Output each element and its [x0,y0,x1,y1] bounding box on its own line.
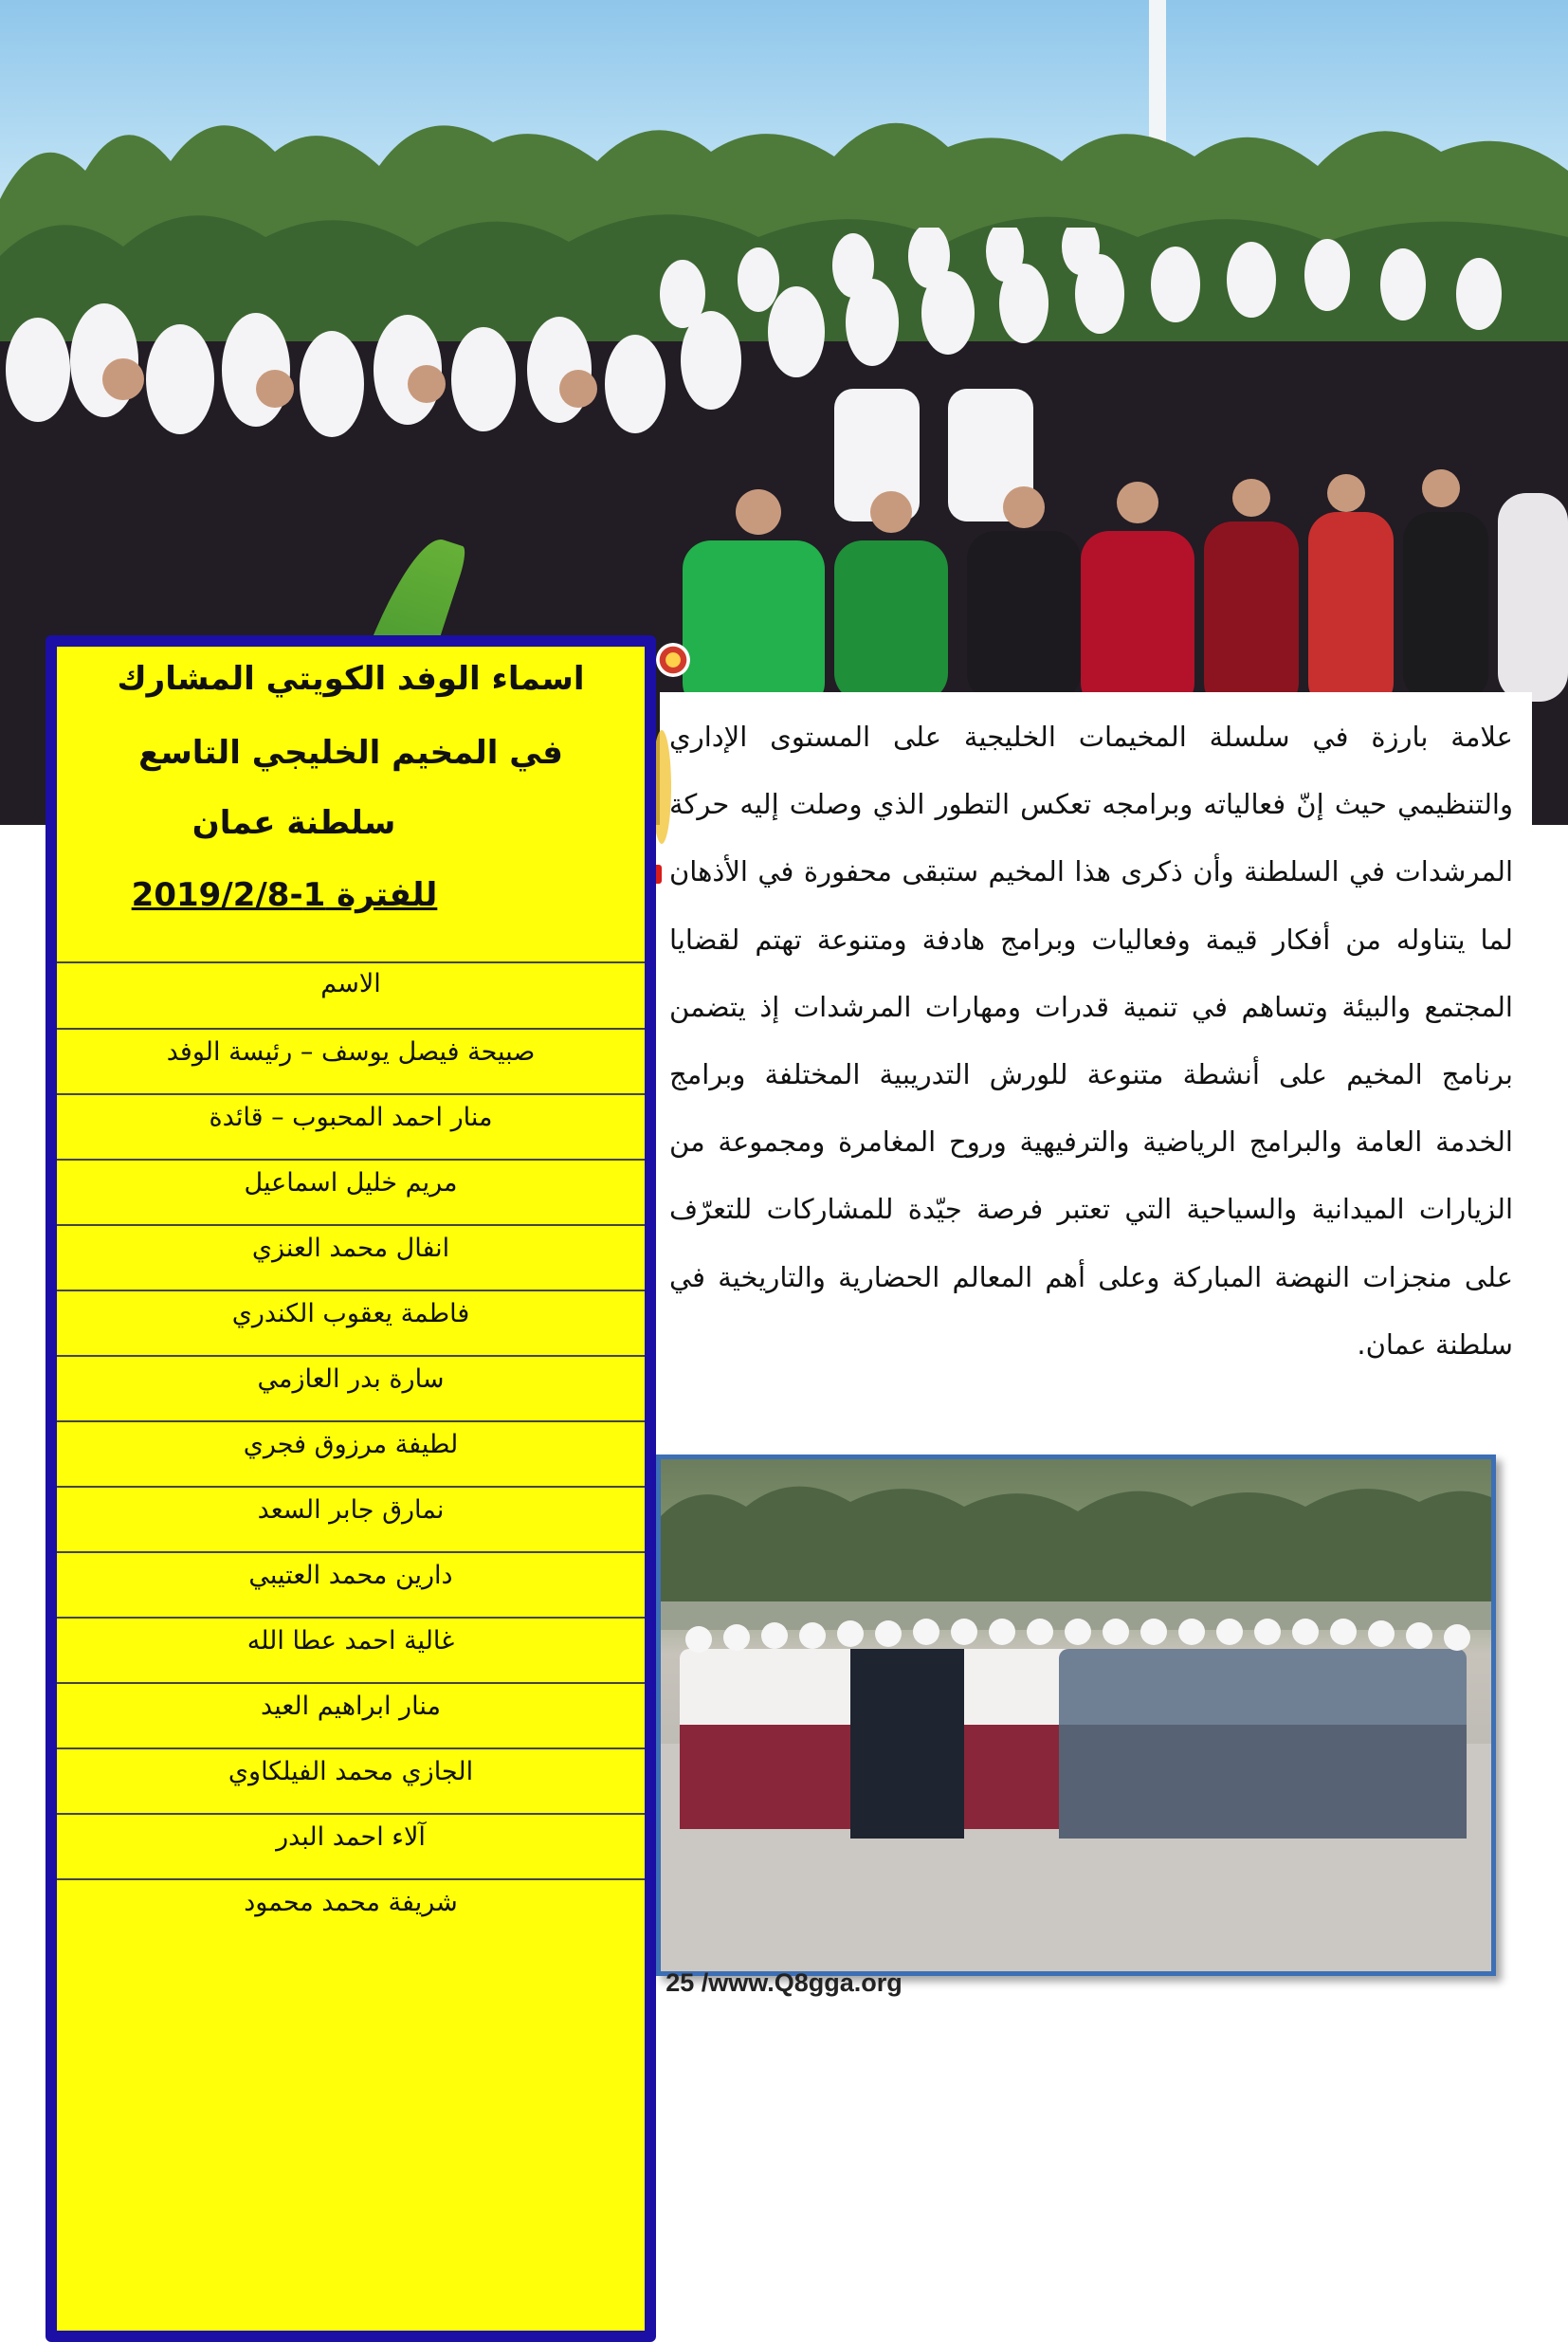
delegation-names-table [46,635,656,2342]
table-row: الجازي محمد الفيلكاوي [57,1749,645,1815]
title-line-2: في المخيم الخليجي التاسع [138,734,563,772]
table-row: آلاء احمد البدر [57,1815,645,1880]
scout-emblem-icon [656,643,690,677]
column-header-name: الاسم [57,961,645,1030]
parade-illustration [661,1459,1491,1971]
title-line-3: سلطنة عمان [191,804,396,842]
scouts-parade-photo [656,1455,1496,1976]
table-title [57,647,645,963]
table-row: نمارق جابر السعد [57,1488,645,1553]
table-row: انفال محمد العنزي [57,1226,645,1291]
article-text: علامة بارزة في سلسلة المخيمات الخليجية على المستوى الإداري والتنظيمي حيث إنّ فعالياته وبرامجه تعكس التطور الذي وصلت إليه حركة المرشدات في السلطنة وأن ذكرى هذا المخيم ستبقى محفورة في الأذهان لما يتناوله من أفكار قيمة وفعاليات وبرامج هادفة ومتنوعة تهتم لقضايا المجتمع والبيئة وتساهم في تنمية قدرات ومهارات المرشدات إذ يتضمن برنامج المخيم على أنشطة متنوعة للورش التدريبية المختلفة وبرامج الخدمة العامة والبرامج الرياضية والترفيهية وروح المغامرة ومجموعة من الزيارات الميدانية والسياحية التي تعتبر فرصة جيّدة للمشاركات للتعرّف على منجزات النهضة المباركة وعلى أهم المعالم الحضارية والتاريخية في سلطنة عمان. [669,721,1513,1361]
table-row: منار احمد المحبوب – قائدة [57,1095,645,1161]
table-rows [57,961,645,1946]
title-line-1: اسماء الوفد الكويتي المشارك [117,660,585,698]
table-row: غالية احمد عطا الله [57,1619,645,1684]
table-row: صبيحة فيصل يوسف – رئيسة الوفد [57,1030,645,1095]
title-line-4-period: للفترة 1-2019/2/8 [131,876,438,914]
table-row: لطيفة مرزوق فجري [57,1422,645,1488]
table-row: فاطمة يعقوب الكندري [57,1291,645,1357]
table-row: شريفة محمد محمود [244,1888,458,1917]
table-row: سارة بدر العازمي [57,1357,645,1422]
page-footer: 25 /www.Q8gga.org [665,1968,903,1997]
table-row: دارين محمد العتيبي [57,1553,645,1619]
table-row: منار ابراهيم العيد [57,1684,645,1749]
table-row: مريم خليل اسماعيل [57,1161,645,1226]
